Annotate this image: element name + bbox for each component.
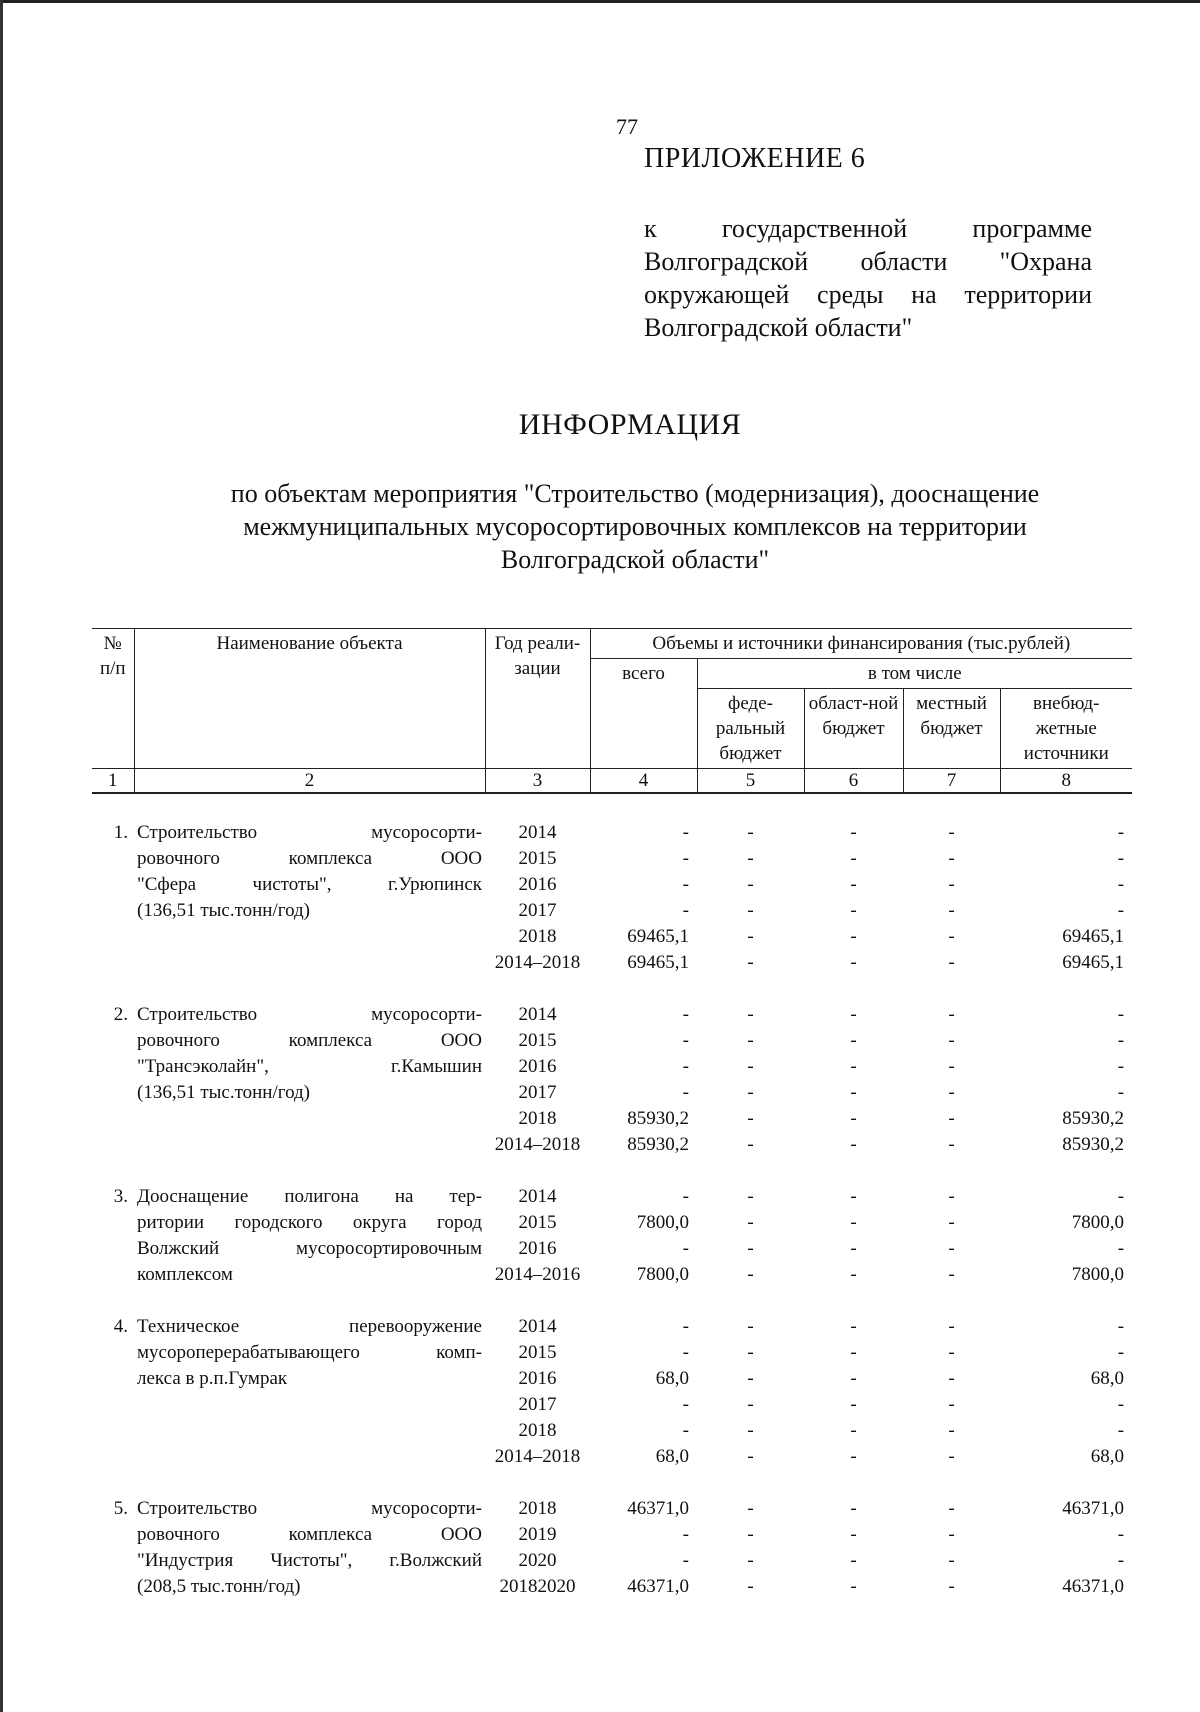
year-cell: 2018 <box>518 1108 557 1129</box>
offbudget-cell: 46371,0 <box>1062 1498 1125 1519</box>
total-cell: - <box>682 1082 689 1103</box>
object-number <box>92 1522 134 1548</box>
object-number <box>92 1548 134 1574</box>
object-name-line: (136,51 тыс.тонн/год) <box>137 1082 311 1103</box>
spacer-row <box>92 976 1132 1002</box>
table-row <box>92 1392 1132 1418</box>
document-subtitle <box>160 477 1110 576</box>
object-number <box>92 924 134 950</box>
table-row <box>92 1574 1132 1600</box>
table-row <box>92 1080 1132 1106</box>
offbudget-cell: - <box>1117 1056 1125 1077</box>
header-total: всего <box>590 659 697 769</box>
offbudget-cell: - <box>1117 1342 1125 1363</box>
total-cell: - <box>682 1420 689 1441</box>
object-number <box>92 1054 134 1080</box>
subtitle-line: Волгоградской области" <box>500 545 770 574</box>
object-name-line <box>134 950 485 976</box>
regional-cell: - <box>850 1186 857 1207</box>
federal-cell: - <box>747 1446 754 1467</box>
offbudget-cell: - <box>1117 1394 1125 1415</box>
year-cell: 2016 <box>518 874 557 895</box>
column-number: 1 <box>92 769 134 794</box>
local-cell: - <box>948 1134 955 1155</box>
regional-cell: - <box>850 1134 857 1155</box>
object-number <box>92 1574 134 1600</box>
header-name: Наименование объекта <box>134 629 485 769</box>
table-row <box>92 1210 1132 1236</box>
column-number: 8 <box>1000 769 1132 794</box>
header-including: в том числе <box>697 659 1132 689</box>
column-number: 7 <box>903 769 1000 794</box>
column-number: 5 <box>697 769 804 794</box>
total-cell: 7800,0 <box>636 1212 689 1233</box>
local-cell: - <box>948 1446 955 1467</box>
object-name-line: "Трансэколайн", г.Камышин <box>137 1056 482 1077</box>
federal-cell: - <box>747 1420 754 1441</box>
object-name-line: Техническое перевооружение <box>137 1316 482 1337</box>
regional-cell: - <box>850 900 857 921</box>
regional-cell: - <box>850 822 857 843</box>
object-number <box>92 1236 134 1262</box>
regional-cell: - <box>850 1342 857 1363</box>
object-number: 1. <box>113 822 128 843</box>
offbudget-cell: 69465,1 <box>1062 926 1125 947</box>
object-number <box>92 846 134 872</box>
offbudget-cell: 68,0 <box>1090 1368 1125 1389</box>
regional-cell: - <box>850 1524 857 1545</box>
local-cell: - <box>948 1082 955 1103</box>
object-name-line: "Сфера чистоты", г.Урюпинск <box>137 874 482 895</box>
regional-cell: - <box>850 952 857 973</box>
object-number: 3. <box>113 1186 128 1207</box>
regional-cell: - <box>850 1264 857 1285</box>
object-number <box>92 1028 134 1054</box>
federal-cell: - <box>747 822 754 843</box>
object-name-line: (208,5 тыс.тонн/год) <box>137 1576 301 1597</box>
federal-cell: - <box>747 1108 754 1129</box>
object-number <box>92 1366 134 1392</box>
regional-cell: - <box>850 1082 857 1103</box>
regional-cell: - <box>850 1238 857 1259</box>
local-cell: - <box>948 1576 955 1597</box>
object-name-line <box>134 1444 485 1470</box>
federal-cell: - <box>747 1186 754 1207</box>
federal-cell: - <box>747 1056 754 1077</box>
regional-cell: - <box>850 1004 857 1025</box>
local-cell: - <box>948 1238 955 1259</box>
object-number <box>92 1392 134 1418</box>
local-cell: - <box>948 874 955 895</box>
subtitle-line: межмуниципальных мусоросортировочных комплексов на территории <box>243 512 1027 541</box>
total-cell: 7800,0 <box>636 1264 689 1285</box>
total-cell: - <box>682 1056 689 1077</box>
spacer-row <box>92 793 1132 820</box>
local-cell: - <box>948 1316 955 1337</box>
offbudget-cell: - <box>1117 848 1125 869</box>
federal-cell: - <box>747 848 754 869</box>
appendix-line: Волгоградской области "Охрана <box>644 247 1092 276</box>
table-row <box>92 1106 1132 1132</box>
offbudget-cell: - <box>1117 1030 1125 1051</box>
total-cell: - <box>682 1342 689 1363</box>
table-row <box>92 1548 1132 1574</box>
federal-cell: - <box>747 1342 754 1363</box>
header-federal: феде-ральный бюджет <box>697 689 804 769</box>
object-number <box>92 1210 134 1236</box>
table-row <box>92 1496 1132 1522</box>
object-name-line: комплексом <box>137 1264 233 1285</box>
subtitle-line: по объектам мероприятия "Строительство (модернизация), дооснащение <box>230 479 1040 508</box>
local-cell: - <box>948 1342 955 1363</box>
header-year: Год реали-зации <box>485 629 590 769</box>
total-cell: - <box>682 1238 689 1259</box>
table-row <box>92 872 1132 898</box>
offbudget-cell: 85930,2 <box>1062 1134 1125 1155</box>
total-cell: - <box>682 1524 689 1545</box>
object-name-line <box>134 924 485 950</box>
offbudget-cell: - <box>1117 1550 1125 1571</box>
local-cell: - <box>948 1004 955 1025</box>
object-number: 5. <box>113 1498 128 1519</box>
total-cell: - <box>682 848 689 869</box>
federal-cell: - <box>747 1030 754 1051</box>
scan-border-left <box>0 0 3 1712</box>
header-num: № п/п <box>92 629 134 769</box>
local-cell: - <box>948 1498 955 1519</box>
regional-cell: - <box>850 1420 857 1441</box>
local-cell: - <box>948 952 955 973</box>
year-cell: 20182020 <box>499 1576 576 1597</box>
year-cell: 2014–2018 <box>494 952 581 973</box>
spacer-row <box>92 1158 1132 1184</box>
regional-cell: - <box>850 1212 857 1233</box>
column-number: 6 <box>804 769 903 794</box>
local-cell: - <box>948 822 955 843</box>
column-number: 3 <box>485 769 590 794</box>
offbudget-cell: 46371,0 <box>1062 1576 1125 1597</box>
table-row <box>92 1236 1132 1262</box>
federal-cell: - <box>747 1368 754 1389</box>
regional-cell: - <box>850 1316 857 1337</box>
offbudget-cell: - <box>1117 900 1125 921</box>
local-cell: - <box>948 1264 955 1285</box>
object-name-line: ритории городского округа город <box>137 1212 482 1233</box>
federal-cell: - <box>747 1524 754 1545</box>
table-row <box>92 1340 1132 1366</box>
object-name-line: Волжский мусоросортировочным <box>137 1238 482 1259</box>
total-cell: - <box>682 1186 689 1207</box>
total-cell: 68,0 <box>655 1446 689 1467</box>
local-cell: - <box>948 1550 955 1571</box>
object-name-line: мусороперерабатывающего комп- <box>137 1342 482 1363</box>
year-cell: 2016 <box>518 1368 557 1389</box>
offbudget-cell: 7800,0 <box>1071 1212 1125 1233</box>
offbudget-cell: - <box>1117 822 1125 843</box>
table-row <box>92 1002 1132 1028</box>
table-row <box>92 924 1132 950</box>
total-cell: - <box>682 1550 689 1571</box>
year-cell: 2016 <box>518 1238 557 1259</box>
federal-cell: - <box>747 900 754 921</box>
offbudget-cell: - <box>1117 1524 1125 1545</box>
local-cell: - <box>948 1108 955 1129</box>
object-number <box>92 1080 134 1106</box>
header-regional: област-ной бюджет <box>804 689 903 769</box>
column-number: 4 <box>590 769 697 794</box>
offbudget-cell: - <box>1117 1082 1125 1103</box>
table-row <box>92 1028 1132 1054</box>
object-number: 2. <box>113 1004 128 1025</box>
offbudget-cell: 85930,2 <box>1062 1108 1125 1129</box>
object-name-line: Строительство мусоросорти- <box>137 1004 482 1025</box>
object-name-line: ровочного комплекса ООО <box>137 848 482 869</box>
local-cell: - <box>948 1420 955 1441</box>
year-cell: 2020 <box>518 1550 557 1571</box>
object-number <box>92 1444 134 1470</box>
federal-cell: - <box>747 1550 754 1571</box>
year-cell: 2017 <box>518 900 557 921</box>
year-cell: 2014–2018 <box>494 1134 581 1155</box>
object-number <box>92 898 134 924</box>
appendix-line: Волгоградской области" <box>644 313 913 342</box>
appendix-reference <box>644 212 1092 344</box>
column-number: 2 <box>134 769 485 794</box>
federal-cell: - <box>747 952 754 973</box>
local-cell: - <box>948 926 955 947</box>
year-cell: 2014 <box>518 1186 557 1207</box>
table-row <box>92 1132 1132 1158</box>
spacer-row <box>92 1470 1132 1496</box>
year-cell: 2016 <box>518 1056 557 1077</box>
table-row <box>92 1522 1132 1548</box>
local-cell: - <box>948 1212 955 1233</box>
local-cell: - <box>948 1394 955 1415</box>
object-name-line: ровочного комплекса ООО <box>137 1030 482 1051</box>
local-cell: - <box>948 900 955 921</box>
object-number <box>92 872 134 898</box>
object-name-line <box>134 1392 485 1418</box>
year-cell: 2017 <box>518 1394 557 1415</box>
year-cell: 2015 <box>518 848 557 869</box>
total-cell: 69465,1 <box>627 926 689 947</box>
regional-cell: - <box>850 926 857 947</box>
local-cell: - <box>948 1186 955 1207</box>
regional-cell: - <box>850 848 857 869</box>
year-cell: 2017 <box>518 1082 557 1103</box>
table-row <box>92 1262 1132 1288</box>
regional-cell: - <box>850 1394 857 1415</box>
financing-table <box>92 628 1132 1600</box>
total-cell: - <box>682 1316 689 1337</box>
year-cell: 2015 <box>518 1030 557 1051</box>
object-name-line <box>134 1106 485 1132</box>
total-cell: 46371,0 <box>627 1498 689 1519</box>
offbudget-cell: 7800,0 <box>1071 1264 1125 1285</box>
year-cell: 2014–2016 <box>494 1264 581 1285</box>
object-number <box>92 1340 134 1366</box>
total-cell: - <box>682 1004 689 1025</box>
offbudget-cell: 69465,1 <box>1062 952 1125 973</box>
regional-cell: - <box>850 1368 857 1389</box>
table-row <box>92 1444 1132 1470</box>
header-offbudget: внебюд-жетные источники <box>1000 689 1132 769</box>
appendix-line: к государственной программе <box>644 214 1092 243</box>
header-funding: Объемы и источники финансирования (тыс.рублей) <box>590 629 1132 659</box>
offbudget-cell: - <box>1117 874 1125 895</box>
object-number <box>92 1418 134 1444</box>
object-name-line: Строительство мусоросорти- <box>137 822 482 843</box>
year-cell: 2014 <box>518 1004 557 1025</box>
year-cell: 2014 <box>518 1316 557 1337</box>
object-name-line: лекса в р.п.Гумрак <box>137 1368 288 1389</box>
total-cell: - <box>682 1394 689 1415</box>
local-cell: - <box>948 1368 955 1389</box>
offbudget-cell: - <box>1117 1420 1125 1441</box>
object-name-line: Строительство мусоросорти- <box>137 1498 482 1519</box>
scan-border-top <box>0 0 1200 3</box>
regional-cell: - <box>850 1498 857 1519</box>
federal-cell: - <box>747 1316 754 1337</box>
offbudget-cell: - <box>1117 1004 1125 1025</box>
year-cell: 2018 <box>518 1420 557 1441</box>
object-name-line <box>134 1418 485 1444</box>
federal-cell: - <box>747 1576 754 1597</box>
regional-cell: - <box>850 1576 857 1597</box>
federal-cell: - <box>747 1004 754 1025</box>
object-name-line: (136,51 тыс.тонн/год) <box>137 900 311 921</box>
total-cell: - <box>682 900 689 921</box>
total-cell: 46371,0 <box>627 1576 689 1597</box>
document-title: ИНФОРМАЦИЯ <box>518 408 742 441</box>
offbudget-cell: - <box>1117 1238 1125 1259</box>
total-cell: - <box>682 822 689 843</box>
year-cell: 2015 <box>518 1212 557 1233</box>
appendix-title: ПРИЛОЖЕНИЕ 6 <box>644 143 866 174</box>
regional-cell: - <box>850 1446 857 1467</box>
federal-cell: - <box>747 1238 754 1259</box>
total-cell: - <box>682 874 689 895</box>
local-cell: - <box>948 848 955 869</box>
year-cell: 2014 <box>518 822 557 843</box>
year-cell: 2018 <box>518 926 557 947</box>
total-cell: - <box>682 1030 689 1051</box>
object-name-line: ровочного комплекса ООО <box>137 1524 482 1545</box>
federal-cell: - <box>747 874 754 895</box>
table-body <box>92 793 1132 1600</box>
regional-cell: - <box>850 1550 857 1571</box>
object-name-line: Дооснащение полигона на тер- <box>137 1186 482 1207</box>
object-name-line <box>134 1132 485 1158</box>
year-cell: 2014–2018 <box>494 1446 581 1467</box>
federal-cell: - <box>747 1134 754 1155</box>
federal-cell: - <box>747 1394 754 1415</box>
local-cell: - <box>948 1524 955 1545</box>
total-cell: 85930,2 <box>627 1108 689 1129</box>
federal-cell: - <box>747 1498 754 1519</box>
total-cell: 85930,2 <box>627 1134 689 1155</box>
offbudget-cell: 68,0 <box>1090 1446 1125 1467</box>
object-number <box>92 950 134 976</box>
table-row <box>92 1366 1132 1392</box>
regional-cell: - <box>850 1030 857 1051</box>
year-cell: 2018 <box>518 1498 557 1519</box>
year-cell: 2015 <box>518 1342 557 1363</box>
federal-cell: - <box>747 1082 754 1103</box>
total-cell: 68,0 <box>655 1368 689 1389</box>
table-row <box>92 950 1132 976</box>
regional-cell: - <box>850 1056 857 1077</box>
object-number: 4. <box>113 1316 128 1337</box>
table-row <box>92 846 1132 872</box>
federal-cell: - <box>747 1264 754 1285</box>
total-cell: 69465,1 <box>627 952 689 973</box>
spacer-row <box>92 1288 1132 1314</box>
table-row <box>92 820 1132 846</box>
object-number <box>92 1262 134 1288</box>
regional-cell: - <box>850 1108 857 1129</box>
regional-cell: - <box>850 874 857 895</box>
object-name-line: "Индустрия Чистоты", г.Волжский <box>137 1550 482 1571</box>
table-row <box>92 1184 1132 1210</box>
year-cell: 2019 <box>518 1524 557 1545</box>
page-number: 77 <box>616 114 638 139</box>
federal-cell: - <box>747 926 754 947</box>
table-row <box>92 898 1132 924</box>
offbudget-cell: - <box>1117 1186 1125 1207</box>
table-row <box>92 1418 1132 1444</box>
header-local: местный бюджет <box>903 689 1000 769</box>
local-cell: - <box>948 1030 955 1051</box>
offbudget-cell: - <box>1117 1316 1125 1337</box>
local-cell: - <box>948 1056 955 1077</box>
appendix-line: окружающей среды на территории <box>644 280 1092 309</box>
table-row <box>92 1314 1132 1340</box>
object-number <box>92 1106 134 1132</box>
table-row <box>92 1054 1132 1080</box>
federal-cell: - <box>747 1212 754 1233</box>
object-number <box>92 1132 134 1158</box>
